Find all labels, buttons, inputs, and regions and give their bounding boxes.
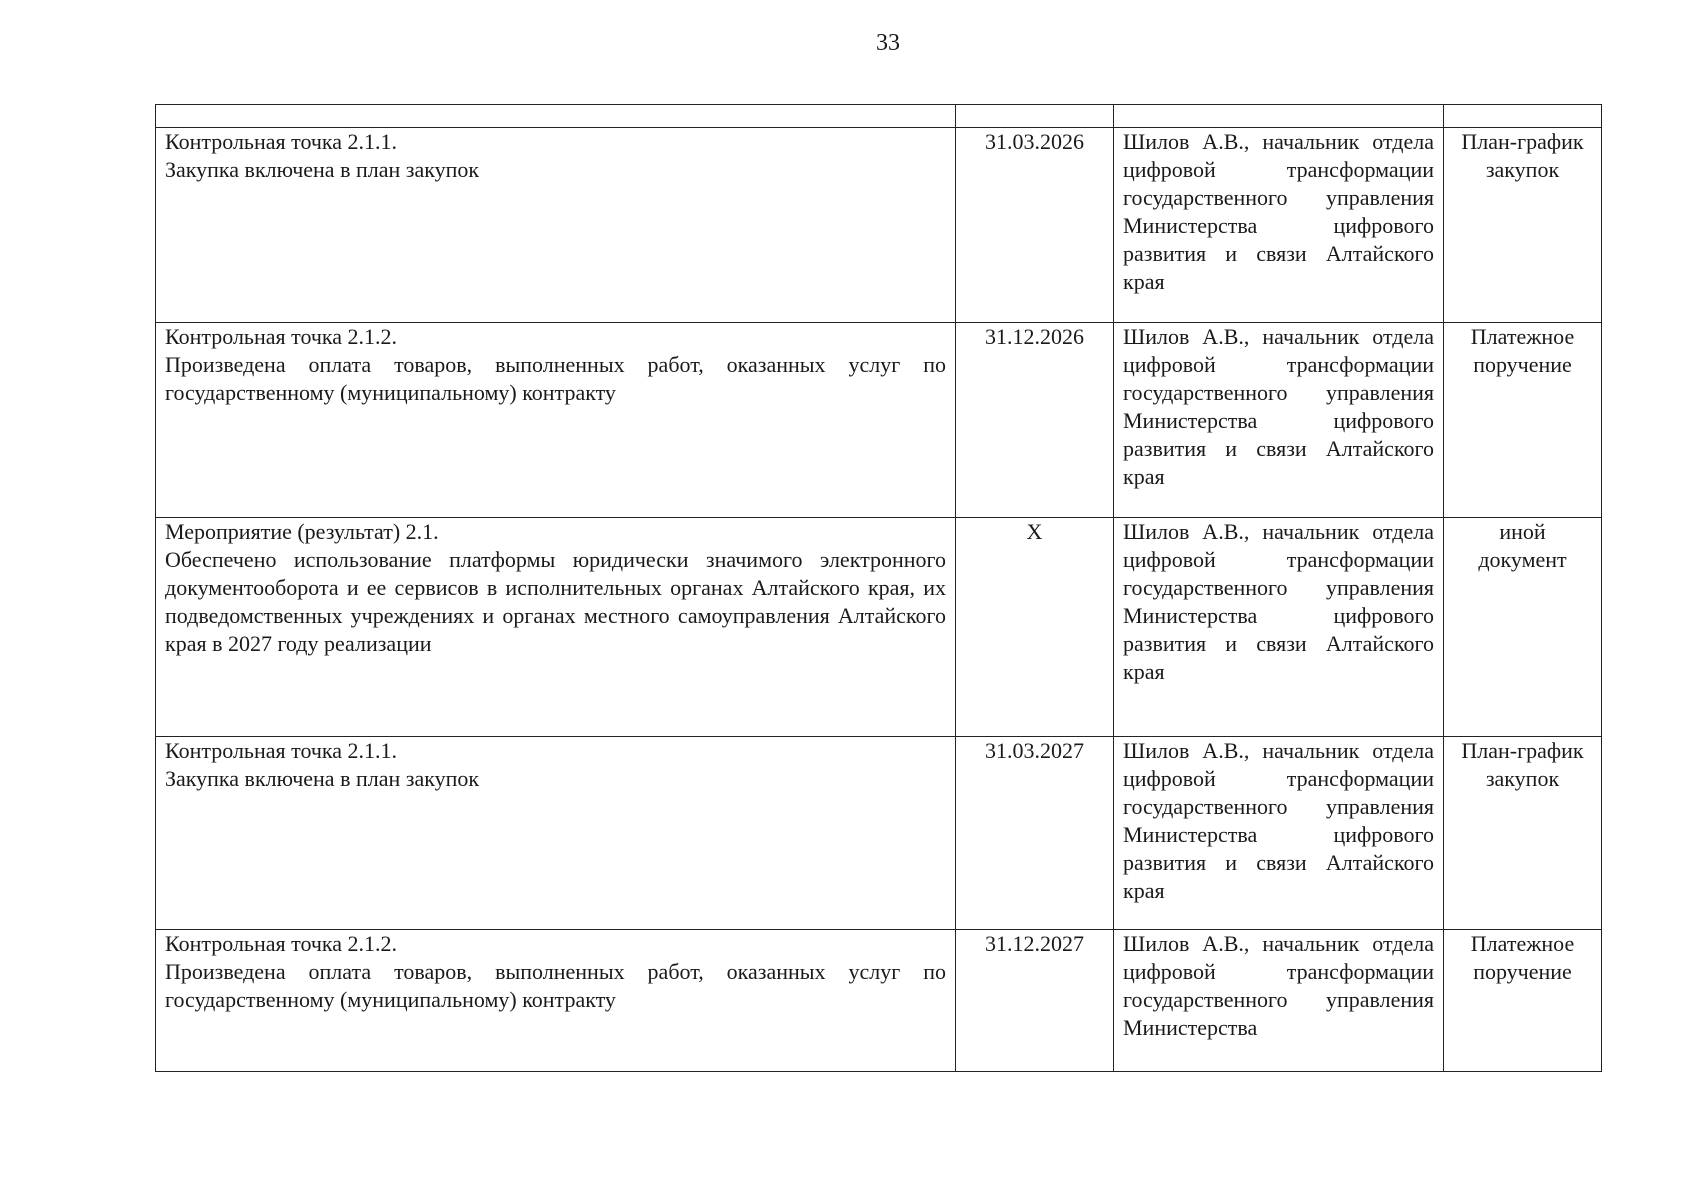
table-row	[156, 128, 1602, 323]
date-cell: 31.03.2026	[956, 128, 1114, 323]
document-cell: иной документ	[1444, 518, 1602, 737]
header-cell	[1444, 105, 1602, 128]
row-description: Обеспечено использование платформы юридически значимого электронного документооборота и ее сервисов в исполнительных органах Алтайского края, их подведомственных учреждениях и органах местного самоуправления Алтайского края в 2027 году реализации	[165, 547, 946, 656]
document-cell: План-график закупок	[1444, 737, 1602, 930]
date-cell: 31.12.2026	[956, 323, 1114, 518]
date-cell: 31.12.2027	[956, 930, 1114, 1072]
header-cell	[156, 105, 956, 128]
description-cell	[156, 323, 956, 518]
row-description: Закупка включена в план закупок	[165, 157, 480, 182]
document-cell: Платежное поручение	[1444, 930, 1602, 1072]
page-number: 33	[876, 30, 900, 56]
description-cell	[156, 128, 956, 323]
responsible-cell: Шилов А.В., начальник отдела цифровой трансформации государственного управления Министерства цифрового развития и связи Алтайского края	[1114, 518, 1444, 737]
row-description: Произведена оплата товаров, выполненных работ, оказанных услуг по государственному (муниципальному) контракту	[165, 352, 946, 405]
responsible-cell: Шилов А.В., начальник отдела цифровой трансформации государственного управления Министерства цифрового развития и связи Алтайского края	[1114, 737, 1444, 930]
responsible-cell: Шилов А.В., начальник отдела цифровой трансформации государственного управления Министерства цифрового развития и связи Алтайского края	[1114, 128, 1444, 323]
row-title: Мероприятие (результат) 2.1.	[165, 519, 439, 544]
responsible-cell: Шилов А.В., начальник отдела цифровой трансформации государственного управления Министерства	[1114, 930, 1444, 1072]
date-cell: 31.03.2027	[956, 737, 1114, 930]
table-header-row	[156, 105, 1602, 128]
row-description: Произведена оплата товаров, выполненных работ, оказанных услуг по государственному (муниципальному) контракту	[165, 959, 946, 1012]
responsible-cell: Шилов А.В., начальник отдела цифровой трансформации государственного управления Министерства цифрового развития и связи Алтайского края	[1114, 323, 1444, 518]
header-cell	[956, 105, 1114, 128]
table-row	[156, 518, 1602, 737]
row-description: Закупка включена в план закупок	[165, 766, 480, 791]
table-row	[156, 323, 1602, 518]
date-cell: X	[956, 518, 1114, 737]
table-row	[156, 930, 1602, 1072]
table-row	[156, 737, 1602, 930]
row-title: Контрольная точка 2.1.2.	[165, 324, 398, 349]
header-cell	[1114, 105, 1444, 128]
control-points-table	[155, 104, 1602, 1072]
row-title: Контрольная точка 2.1.2.	[165, 931, 398, 956]
document-cell: Платежное поручение	[1444, 323, 1602, 518]
document-cell: План-график закупок	[1444, 128, 1602, 323]
description-cell	[156, 930, 956, 1072]
description-cell	[156, 737, 956, 930]
row-title: Контрольная точка 2.1.1.	[165, 129, 398, 154]
row-title: Контрольная точка 2.1.1.	[165, 738, 398, 763]
description-cell	[156, 518, 956, 737]
